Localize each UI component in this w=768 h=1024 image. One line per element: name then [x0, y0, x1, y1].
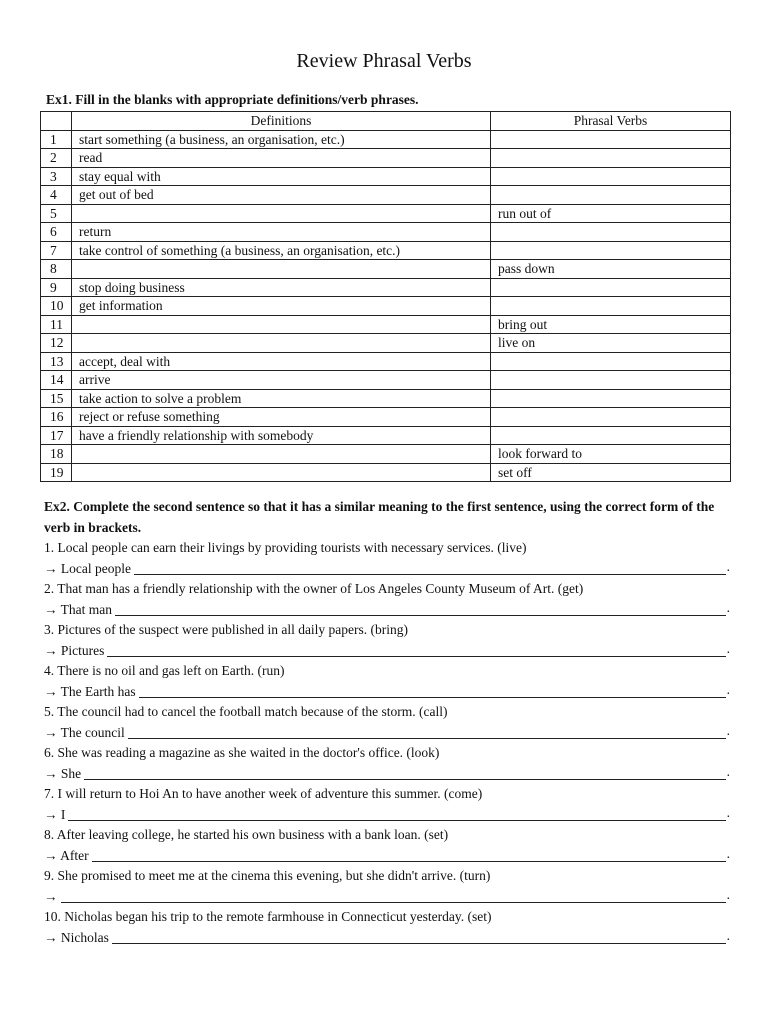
- row-number: 8: [41, 260, 72, 279]
- table-row: [41, 186, 731, 205]
- phrasal-verb-cell: [491, 130, 731, 149]
- answer-prompt: → That man: [44, 601, 112, 617]
- answer-blank[interactable]: [84, 767, 726, 780]
- question-sentence: 1. Local people can earn their livings by providing tourists with necessary services. (live): [44, 540, 527, 555]
- row-number: 15: [41, 389, 72, 408]
- header-definitions: Definitions: [72, 112, 491, 131]
- ex2-heading: Ex2. Complete the second sentence so that it has a similar meaning to the first sentence, using the correct form of the verb in brackets.: [44, 499, 715, 535]
- answer-prompt: → Pictures: [44, 642, 105, 658]
- phrasal-verb-cell: [491, 352, 731, 371]
- table-row: [41, 167, 731, 186]
- question-sentence: 9. She promised to meet me at the cinema this evening, but she didn't arrive. (turn): [44, 868, 491, 883]
- table-row: [41, 315, 731, 334]
- definition-cell: start something (a business, an organisation, etc.): [72, 130, 491, 149]
- answer-line: [44, 682, 730, 703]
- question-sentence: 5. The council had to cancel the football match because of the storm. (call): [44, 704, 448, 719]
- definition-cell: reject or refuse something: [72, 408, 491, 427]
- row-number: 10: [41, 297, 72, 316]
- definition-cell: get out of bed: [72, 186, 491, 205]
- sentence-end-mark: .: [726, 722, 730, 738]
- definition-cell: [72, 334, 491, 353]
- page-title: Review Phrasal Verbs: [296, 50, 472, 72]
- answer-blank[interactable]: [139, 685, 726, 698]
- answer-line: [44, 846, 730, 867]
- question-sentence: 7. I will return to Hoi An to have another week of adventure this summer. (come): [44, 786, 483, 801]
- table-row: [41, 352, 731, 371]
- table-row: [41, 389, 731, 408]
- phrasal-verb-cell: [491, 278, 731, 297]
- sentence-end-mark: .: [726, 681, 730, 697]
- answer-line: [44, 559, 730, 580]
- row-number: 17: [41, 426, 72, 445]
- table-row: [41, 371, 731, 390]
- definition-cell: read: [72, 149, 491, 168]
- phrasal-verb-cell: [491, 426, 731, 445]
- question-sentence: 3. Pictures of the suspect were published in all daily papers. (bring): [44, 622, 409, 637]
- phrasal-verb-cell: [491, 149, 731, 168]
- definition-cell: take control of something (a business, an organisation, etc.): [72, 241, 491, 260]
- answer-prompt: → She: [44, 765, 82, 781]
- phrasal-verb-cell: live on: [491, 334, 731, 353]
- sentence-end-mark: .: [726, 886, 730, 902]
- row-number: 7: [41, 241, 72, 260]
- definition-cell: return: [72, 223, 491, 242]
- answer-prompt: →: [44, 888, 58, 904]
- answer-line: [44, 928, 730, 949]
- definition-cell: [72, 445, 491, 464]
- definition-cell: [72, 260, 491, 279]
- answer-blank[interactable]: [112, 931, 726, 944]
- answer-blank[interactable]: [92, 849, 726, 862]
- sentence-end-mark: .: [726, 558, 730, 574]
- table-row: [41, 445, 731, 464]
- table-row: [41, 241, 731, 260]
- definition-cell: stay equal with: [72, 167, 491, 186]
- question-sentence: 10. Nicholas began his trip to the remote farmhouse in Connecticut yesterday. (set): [44, 909, 492, 924]
- phrasal-verb-cell: [491, 223, 731, 242]
- answer-prompt: → The Earth has: [44, 683, 136, 699]
- table-row: [41, 278, 731, 297]
- answer-line: [44, 805, 730, 826]
- table-row: [41, 334, 731, 353]
- row-number: 1: [41, 130, 72, 149]
- phrasal-verb-cell: look forward to: [491, 445, 731, 464]
- phrasal-verb-cell: bring out: [491, 315, 731, 334]
- definition-cell: accept, deal with: [72, 352, 491, 371]
- answer-line: [44, 641, 730, 662]
- phrasal-verb-cell: [491, 297, 731, 316]
- table-row: [41, 204, 731, 223]
- answer-blank[interactable]: [115, 603, 726, 616]
- table-row: [41, 130, 731, 149]
- definition-cell: have a friendly relationship with somebody: [72, 426, 491, 445]
- row-number: 5: [41, 204, 72, 223]
- row-number: 11: [41, 315, 72, 334]
- header-phrasal-verbs: Phrasal Verbs: [491, 112, 731, 131]
- sentence-end-mark: .: [726, 763, 730, 779]
- phrasal-verb-cell: pass down: [491, 260, 731, 279]
- answer-blank[interactable]: [61, 890, 726, 903]
- table-row: [41, 408, 731, 427]
- table-row: [41, 149, 731, 168]
- phrasal-verb-cell: [491, 186, 731, 205]
- sentence-end-mark: .: [726, 927, 730, 943]
- row-number: 16: [41, 408, 72, 427]
- phrasal-verb-cell: [491, 389, 731, 408]
- phrasal-verb-cell: [491, 371, 731, 390]
- definition-cell: [72, 204, 491, 223]
- answer-line: [44, 600, 730, 621]
- question-sentence: 6. She was reading a magazine as she waited in the doctor's office. (look): [44, 745, 440, 760]
- answer-prompt: → I: [44, 806, 66, 822]
- definition-cell: get information: [72, 297, 491, 316]
- table-row: [41, 223, 731, 242]
- phrasal-verb-cell: [491, 408, 731, 427]
- answer-blank[interactable]: [107, 644, 725, 657]
- row-number: 3: [41, 167, 72, 186]
- answer-line: [44, 723, 730, 744]
- answer-blank[interactable]: [68, 808, 725, 821]
- row-number: 18: [41, 445, 72, 464]
- definition-cell: [72, 315, 491, 334]
- answer-blank[interactable]: [134, 562, 726, 575]
- phrasal-verbs-table: [40, 111, 731, 482]
- definition-cell: arrive: [72, 371, 491, 390]
- phrasal-verb-cell: run out of: [491, 204, 731, 223]
- answer-blank[interactable]: [128, 726, 726, 739]
- phrasal-verb-cell: set off: [491, 463, 731, 482]
- header-number: [41, 112, 72, 131]
- sentence-end-mark: .: [726, 599, 730, 615]
- table-row: [41, 426, 731, 445]
- answer-line: [44, 887, 730, 908]
- row-number: 2: [41, 149, 72, 168]
- ex1-heading: Ex1. Fill in the blanks with appropriate definitions/verb phrases.: [46, 92, 419, 107]
- definition-cell: take action to solve a problem: [72, 389, 491, 408]
- question-sentence: 2. That man has a friendly relationship with the owner of Los Angeles County Museum of Art. (get): [44, 581, 584, 596]
- row-number: 19: [41, 463, 72, 482]
- ex2-section: [44, 497, 730, 948]
- question-sentence: 4. There is no oil and gas left on Earth. (run): [44, 663, 285, 678]
- answer-prompt: → After: [44, 847, 89, 863]
- definition-cell: [72, 463, 491, 482]
- phrasal-verb-cell: [491, 241, 731, 260]
- table-row: [41, 463, 731, 482]
- phrasal-verb-cell: [491, 167, 731, 186]
- row-number: 6: [41, 223, 72, 242]
- row-number: 12: [41, 334, 72, 353]
- question-sentence: 8. After leaving college, he started his own business with a bank loan. (set): [44, 827, 449, 842]
- row-number: 14: [41, 371, 72, 390]
- answer-prompt: → The council: [44, 724, 125, 740]
- table-row: [41, 260, 731, 279]
- answer-line: [44, 764, 730, 785]
- answer-prompt: → Nicholas: [44, 929, 109, 945]
- row-number: 13: [41, 352, 72, 371]
- row-number: 9: [41, 278, 72, 297]
- answer-prompt: → Local people: [44, 560, 131, 576]
- row-number: 4: [41, 186, 72, 205]
- table-row: [41, 297, 731, 316]
- sentence-end-mark: .: [726, 804, 730, 820]
- definition-cell: stop doing business: [72, 278, 491, 297]
- table-header-row: [41, 112, 731, 131]
- sentence-end-mark: .: [726, 845, 730, 861]
- sentence-end-mark: .: [726, 640, 730, 656]
